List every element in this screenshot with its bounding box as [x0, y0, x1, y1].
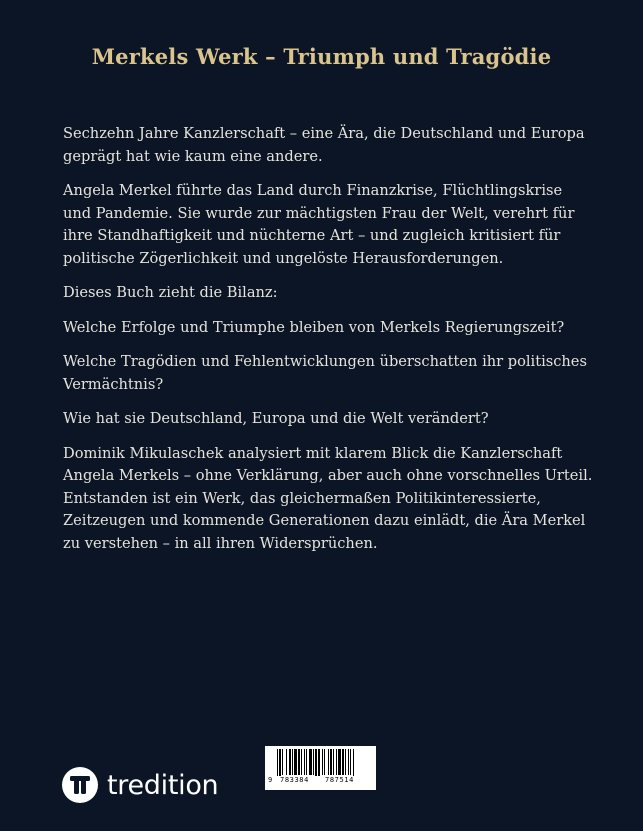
- blurb-paragraph: Welche Erfolge und Triumphe bleiben von Merkels Regierungszeit?: [63, 318, 565, 336]
- barcode-bar: [279, 749, 281, 776]
- isbn-digits-left: 783384: [280, 776, 309, 784]
- book-title: Merkels Werk – Triumph und Tragödie: [91, 44, 552, 69]
- barcode-bar: [350, 749, 351, 775]
- barcode-bar: [342, 749, 344, 775]
- blurb-paragraph: Dominik Mikulaschek analysiert mit klarem Blick die Kanzlerschaft Angela Merkels – ohne Verklärung, aber auch ohne vorschnelles Urteil. Entstanden ist ein Werk, das gleichermaßen Politikinteressierte, Zeitzeugen und kommende Generationen dazu einlädt, die Ära Merkel zu verstehen – in all ihren Widersprüchen.: [63, 444, 593, 552]
- barcode-bar: [282, 749, 283, 775]
- blurb-text: [63, 123, 593, 567]
- publisher-mark: [62, 765, 218, 805]
- blurb-paragraph: Welche Tragödien und Fehlentwicklungen überschatten ihr politisches Vermächtnis?: [63, 353, 587, 393]
- barcode-bar: [338, 749, 341, 775]
- isbn-digits: [265, 776, 376, 816]
- isbn-digits-right: 787514: [325, 776, 354, 784]
- barcode-bar: [333, 749, 334, 775]
- barcode-bar: [345, 749, 346, 775]
- barcode-bar: [330, 749, 332, 775]
- barcode-bar: [353, 749, 354, 776]
- barcode-bar: [328, 749, 329, 775]
- isbn-barcode: [265, 746, 376, 790]
- isbn-digit-first: 9: [268, 776, 273, 784]
- barcode-bar: [309, 749, 312, 775]
- barcode-bar: [318, 749, 320, 776]
- barcode-bar: [313, 749, 314, 775]
- barcode-bar: [301, 749, 302, 775]
- barcode-bar: [298, 749, 300, 775]
- blurb-paragraph: Angela Merkel führte das Land durch Finanzkrise, Flüchtlingskrise und Pandemie. Sie wurde zur mächtigsten Frau der Welt, verehrt für ihre Standhaftigkeit und nüchterne Art – und zugleich kritisiert für politische Zögerlichkeit und ungelöste Herausforderungen.: [63, 182, 575, 267]
- barcode-bar: [322, 749, 323, 775]
- barcode-bar: [289, 749, 291, 775]
- barcode-bar: [306, 749, 307, 775]
- barcode-bar: [324, 749, 325, 775]
- blurb-paragraph: Sechzehn Jahre Kanzlerschaft – eine Ära, die Deutschland und Europa geprägt hat wie kaum eine andere.: [63, 125, 585, 165]
- barcode-bar: [292, 749, 293, 775]
- blurb-paragraph: Dieses Buch zieht die Bilanz:: [63, 284, 278, 301]
- publisher-name: tredition: [107, 769, 219, 801]
- barcode-bar: [294, 749, 297, 775]
- barcode-bar: [304, 749, 305, 775]
- barcode-bar: [277, 749, 278, 776]
- blurb-paragraph: Wie hat sie Deutschland, Europa und die Welt verändert?: [63, 410, 489, 427]
- barcode-bar: [348, 749, 349, 775]
- barcode-bar: [336, 749, 337, 775]
- tredition-logo-icon: [62, 767, 98, 803]
- barcode-bar: [315, 749, 317, 776]
- barcode-bar: [286, 749, 287, 775]
